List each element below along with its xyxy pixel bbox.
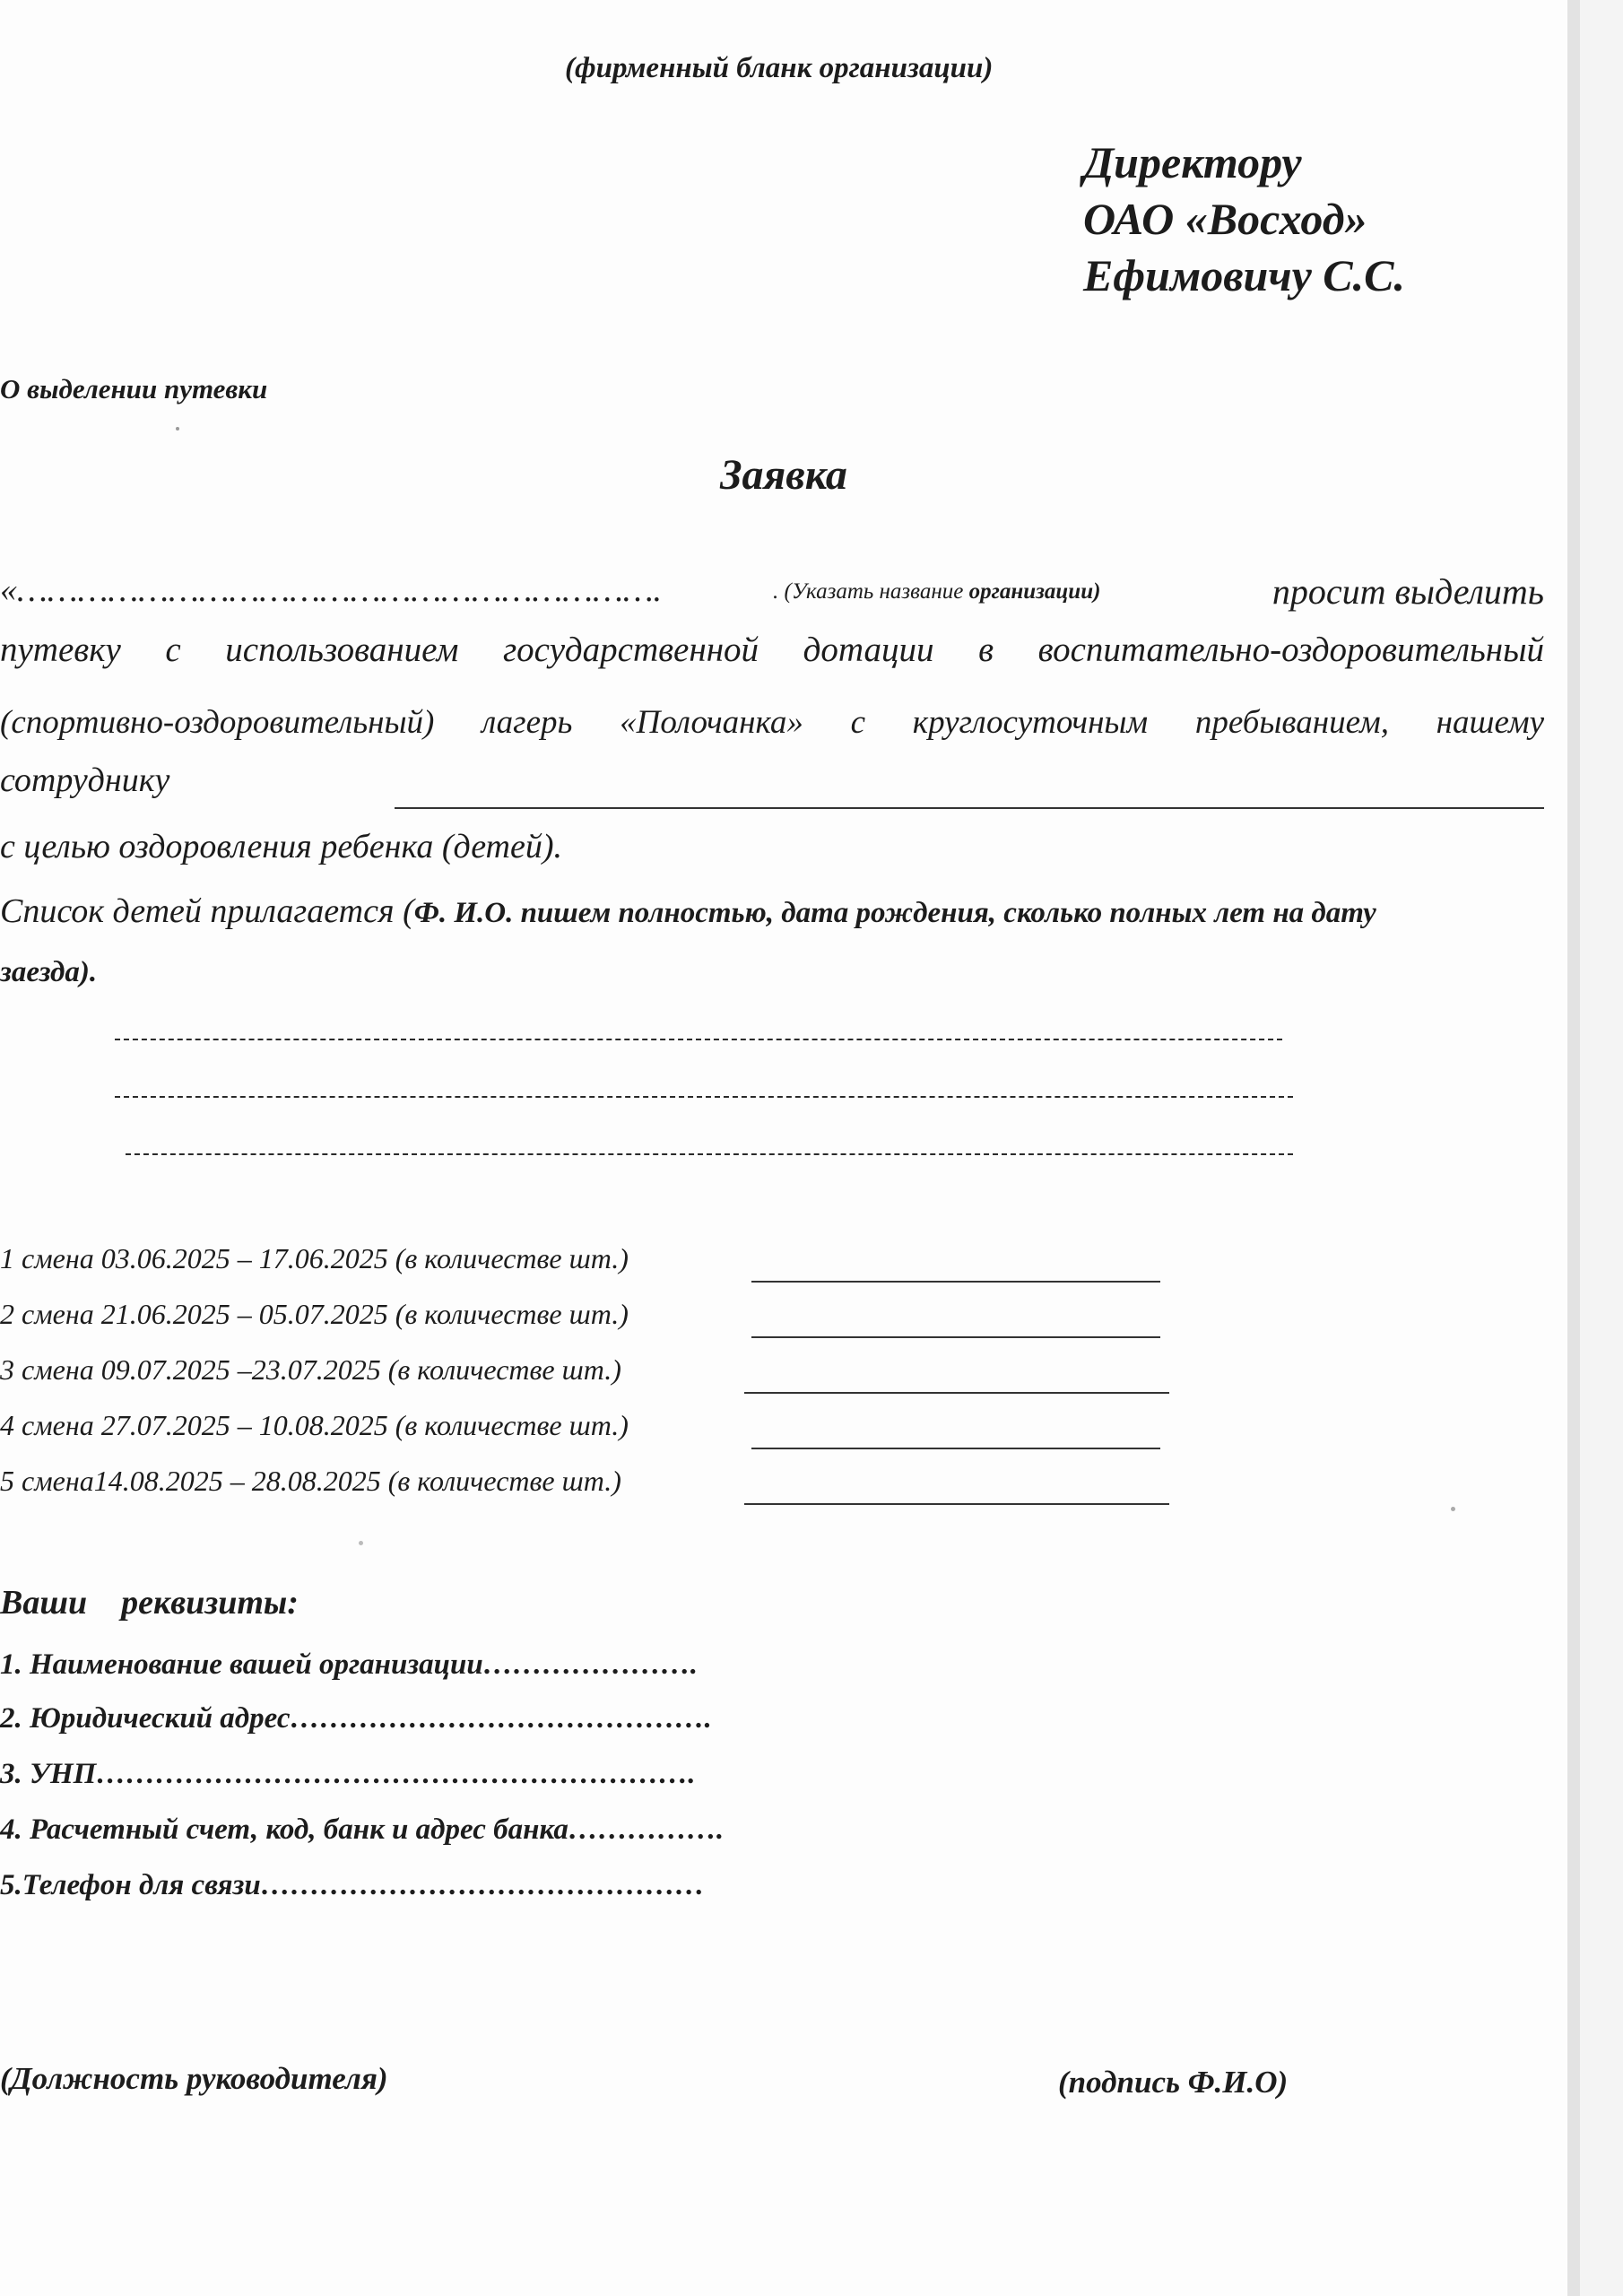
requisite-item: 4. Расчетный счет, код, банк и адрес банка……………. bbox=[0, 1813, 725, 1846]
manager-position-label: (Должность руководителя) bbox=[0, 2061, 388, 2096]
requisite-item: 3. УНП……………………………………………………. bbox=[0, 1758, 696, 1790]
org-hint-text: . (Указать название bbox=[773, 579, 969, 604]
document-title: Заявка bbox=[720, 451, 847, 499]
body-employee-label: сотруднику bbox=[0, 761, 170, 799]
employee-name-field[interactable] bbox=[395, 807, 1544, 809]
scan-speck bbox=[359, 1541, 363, 1545]
scan-speck bbox=[176, 427, 179, 430]
requisite-item: 1. Наименование вашей организации…………………. bbox=[0, 1648, 698, 1681]
children-list-note-cont: заезда). bbox=[0, 956, 98, 988]
subject-line: О выделении путевки bbox=[0, 373, 268, 404]
children-list-note: Ф. И.О. пишем полностью, дата рождения, сколько полных лет на дату bbox=[413, 897, 1376, 929]
body-purpose: с целью оздоровления ребенка (детей). bbox=[0, 828, 563, 865]
org-hint-bold: организации) bbox=[968, 579, 1101, 604]
requisite-item: 5.Телефон для связи……………………………………… bbox=[0, 1869, 705, 1901]
shift-quantity-field[interactable] bbox=[744, 1392, 1169, 1394]
shift-label: 5 смена14.08.2025 – 28.08.2025 (в количестве шт.) bbox=[0, 1465, 621, 1497]
org-hint bbox=[773, 579, 1100, 604]
children-entry-line[interactable] bbox=[115, 1096, 1293, 1098]
shift-label: 2 смена 21.06.2025 – 05.07.2025 (в количестве шт.) bbox=[0, 1298, 629, 1330]
requisites-heading: Ваши реквизиты: bbox=[0, 1584, 299, 1622]
body-line-2: путевку с использованием государственной дотации в воспитательно-оздоровительный bbox=[0, 631, 1544, 669]
body-request-verb: просит выделить bbox=[1271, 571, 1544, 612]
shift-label: 1 смена 03.06.2025 – 17.06.2025 (в количестве шт.) bbox=[0, 1242, 629, 1274]
requisite-item: 2. Юридический адрес……………………………………. bbox=[0, 1702, 712, 1735]
shift-quantity-field[interactable] bbox=[751, 1336, 1160, 1338]
page-edge bbox=[1567, 0, 1623, 2296]
body-line-3: (спортивно-оздоровительный) лагерь «Полочанка» с круглосуточным пребыванием, нашему bbox=[0, 704, 1544, 741]
children-entry-line[interactable] bbox=[126, 1153, 1293, 1155]
addressee-name: Ефимовичу С.С. bbox=[1083, 250, 1405, 300]
addressee-company: ОАО «Восход» bbox=[1083, 194, 1367, 244]
children-entry-line[interactable] bbox=[115, 1039, 1282, 1040]
addressee-block bbox=[1083, 135, 1405, 304]
shift-label: 3 смена 09.07.2025 –23.07.2025 (в количестве шт.) bbox=[0, 1353, 621, 1386]
shift-quantity-field[interactable] bbox=[751, 1448, 1160, 1449]
letterhead-note: (фирменный бланк организации) bbox=[565, 52, 994, 84]
scan-speck bbox=[1451, 1507, 1455, 1511]
shift-quantity-field[interactable] bbox=[751, 1281, 1160, 1283]
signature-label: (подпись Ф.И.О) bbox=[1058, 2065, 1289, 2100]
org-placeholder: «………………………………………………………. bbox=[0, 571, 663, 609]
children-list-lead: Список детей прилагается ( bbox=[0, 892, 414, 930]
addressee-position: Директору bbox=[1083, 137, 1302, 187]
shift-label: 4 смена 27.07.2025 – 10.08.2025 (в количестве шт.) bbox=[0, 1409, 629, 1441]
shift-quantity-field[interactable] bbox=[744, 1503, 1169, 1505]
children-list-line bbox=[0, 891, 1376, 931]
